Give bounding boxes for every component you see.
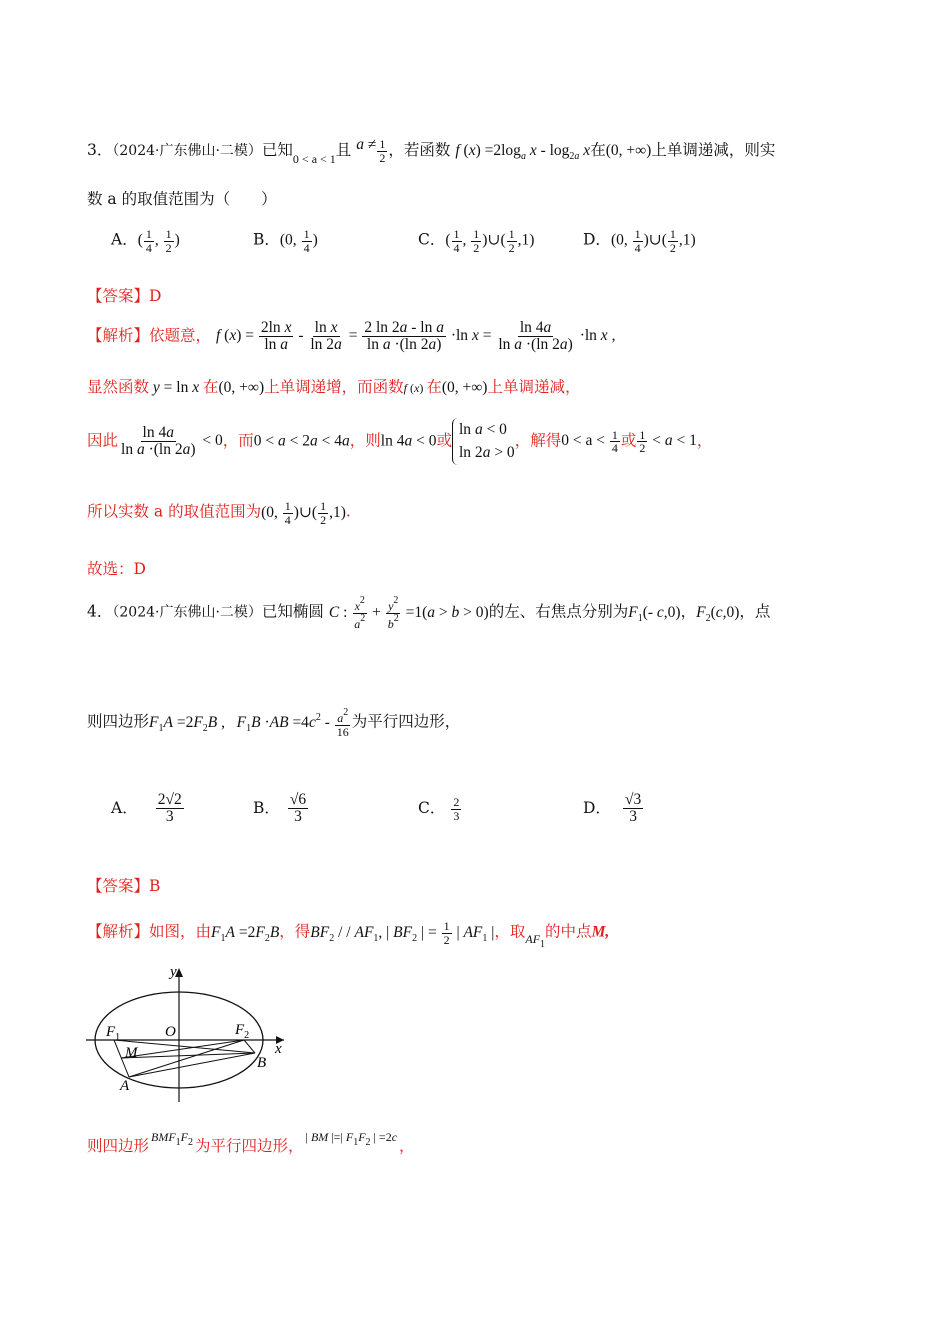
analysis-text: 依题意， xyxy=(149,326,212,345)
analysis-text: 因此 xyxy=(87,431,119,450)
math-expr: (0, $\frac{1}{4}$ )∪( $\frac{1}{2}$ ,1) xyxy=(261,499,346,527)
option-label: B． xyxy=(253,798,280,817)
analysis-text: ，而 xyxy=(222,431,254,450)
q4-option-a[interactable]: A． $\frac{2√2}{3}$ xyxy=(111,791,182,826)
answer-value: B xyxy=(149,877,161,895)
analysis-text: 或 xyxy=(436,431,452,450)
q4-answer xyxy=(87,877,160,896)
q3-line1 xyxy=(87,136,775,166)
q3-text: 已知 xyxy=(261,141,293,159)
analysis-text: 所以实数 a 的取值范围为 xyxy=(87,502,262,521)
q4-ellipse-eq: C : $\frac{x^2}{a^2}$ + $\frac{y^2}{b^2}$ =1(a > b > 0) xyxy=(328,595,489,631)
analysis-text: ， xyxy=(399,1137,415,1155)
math-expr: f (x) xyxy=(403,381,427,395)
analysis-text: ，取 xyxy=(494,922,526,941)
analysis-text: 上单调递减， xyxy=(487,378,581,396)
origin-label: O xyxy=(165,1024,176,1040)
q4-text: 为平行四边形， xyxy=(351,712,461,731)
q3-conclusion: 故选：D xyxy=(87,560,146,578)
option-label: C． xyxy=(418,230,446,249)
math-expr: AF1 xyxy=(525,931,546,950)
option-label: D． xyxy=(583,230,611,249)
q4-option-b[interactable]: B． $\frac{√6}{3}$ xyxy=(253,791,307,826)
analysis-text: ，得 xyxy=(279,922,311,941)
analysis-text: ，解得 xyxy=(514,431,562,450)
answer-label: 【答案】 xyxy=(87,877,150,895)
analysis-label: 【解析】 xyxy=(87,326,150,345)
q4-source: （2024·广东佛山·二模） xyxy=(112,604,262,621)
math-expr: BMF1F2 xyxy=(151,1130,194,1148)
analysis-point: M, xyxy=(591,923,610,941)
q3-analysis-line1 xyxy=(87,320,615,354)
math-expr: (0, +∞) xyxy=(218,379,265,396)
q3-answer xyxy=(87,287,161,306)
analysis-text: 在 xyxy=(202,378,219,396)
answer-value: D xyxy=(149,287,162,305)
analysis-text: . xyxy=(345,502,351,521)
q3-cond1: 0 < a < 1 xyxy=(292,152,336,166)
q3-text: 在 xyxy=(590,141,606,159)
analysis-text: 为平行四边形， xyxy=(195,1137,304,1155)
q4-line2 xyxy=(87,708,460,738)
q3-frac-half: $\frac{1}{2}$ xyxy=(379,136,386,165)
q4-text: ， xyxy=(680,602,697,621)
q3-interval: (0, +∞) xyxy=(605,142,652,159)
analysis-text: 的中点 xyxy=(545,922,592,941)
ellipse-figure xyxy=(84,960,304,1110)
math-expr: y = ln x xyxy=(152,379,200,396)
math-expr: $F_1A =2F_2B$ xyxy=(211,923,280,944)
analysis-text: 上单调递增，而函数 xyxy=(264,378,404,396)
q3-text: 上单调递减，则实 xyxy=(651,141,776,159)
analysis-text: ，则 xyxy=(349,431,381,450)
math-expr: | BM |=| F1F2 | =2c xyxy=(305,1130,398,1148)
math-expr: (0, +∞) xyxy=(441,379,488,396)
q4-number: 4． xyxy=(87,602,113,621)
q3-source: （2024·广东佛山·二模） xyxy=(112,143,262,159)
answer-label: 【答案】 xyxy=(87,287,150,305)
math-system: ln a < 0 ln 2a > 0 xyxy=(452,418,515,465)
analysis-label: 【解析】 xyxy=(87,922,150,941)
analysis-text: ， xyxy=(696,431,713,450)
q3-analysis-line3 xyxy=(87,418,712,465)
q3-line2: 数 a 的取值范围为（ ） xyxy=(87,190,277,208)
q3-derivation: f (x) = $\frac{\text{2ln x}}{\text{ln a}}$ - $\frac{\text{ln x}}{\ln 2a}$ = $\frac{\text{2 ln 2a - ln a}}{\text{ln a ·(ln 2a)}}$ ·ln x = $\frac{\ln 4a}{\text{ln a ·(ln 2a)}}$ ·ln x , xyxy=(215,319,616,354)
math-expr: $\frac{\ln 4a}{\text{ln a ·(ln 2a)}}$ < 0 xyxy=(121,423,223,459)
math-expr: $BF_2$ / / $AF_1$, | $BF_2$ | = $\frac{1}{2}$ | $AF_1$ | xyxy=(310,919,495,947)
b-label: B xyxy=(257,1055,267,1071)
math-expr: $\frac{1}{2}$ < a < 1 xyxy=(639,427,697,456)
option-label: A． xyxy=(111,798,138,817)
option-label: A． xyxy=(111,230,138,249)
q3-function: f $(x) =2\log_a$ x - $\log_{2a} x$ xyxy=(455,142,591,162)
analysis-text: 或 xyxy=(620,431,637,450)
q4-analysis-line2 xyxy=(87,1130,415,1156)
q4-analysis-line1 xyxy=(87,920,609,951)
analysis-text: 如图，由 xyxy=(149,922,212,941)
q4-text: 则四边形 xyxy=(87,712,150,731)
option-label: B． xyxy=(253,230,280,249)
q3-option-a[interactable]: A．( $\frac{1}{4}$ , $\frac{1}{2}$ ) xyxy=(111,227,180,255)
y-label: y xyxy=(170,964,177,980)
option-label: C． xyxy=(418,799,446,818)
q4-f1: $F_1(-$ c,0) xyxy=(628,603,681,624)
q4-option-d[interactable]: D． $\frac{√3}{3}$ xyxy=(583,791,642,826)
x-label: x xyxy=(275,1041,282,1057)
q3-text: 且 xyxy=(335,141,352,159)
analysis-text: 在 xyxy=(426,378,442,396)
q4-text: ，点 xyxy=(739,602,771,621)
q4-f2: $F_2(c,0)$ xyxy=(696,603,740,624)
option-label: D． xyxy=(583,798,611,817)
f1-label: $F_1$ xyxy=(106,1024,121,1043)
q4-text: 已知椭圆 xyxy=(261,602,324,621)
q3-analysis-line2 xyxy=(87,378,580,398)
a-label: A xyxy=(120,1078,130,1094)
math-expr: $F_1A =2F_2B$ , $F_1B \cdot AB =4c^2$ - $\frac{a^2}{16}$ xyxy=(149,707,349,739)
q3-text: ，若函数 xyxy=(388,141,451,159)
q4-line1 xyxy=(87,596,770,630)
q3-option-d[interactable]: D．(0, $\frac{1}{4}$ )∪( $\frac{1}{2}$ ,1) xyxy=(583,227,696,255)
q4-text: 的左、右焦点分别为 xyxy=(488,602,629,621)
analysis-text: 显然函数 xyxy=(87,378,150,396)
q3-option-c[interactable]: C．( $\frac{1}{4}$ , $\frac{1}{2}$ )∪( $\frac{1}{2}$ ,1) xyxy=(418,227,535,255)
q4-option-c[interactable]: C． $\frac{2}{3}$ xyxy=(418,795,460,823)
math-expr: 0 < a < 2a < 4a xyxy=(253,432,350,450)
math-expr: ln 4a < 0 xyxy=(380,432,437,450)
q3-cond2: a ≠ xyxy=(356,136,377,153)
math-expr: 0 < a < $\frac{1}{4}$ xyxy=(561,427,618,456)
q3-number: 3． xyxy=(87,141,113,159)
q3-option-b[interactable]: B．(0, $\frac{1}{4}$ ) xyxy=(253,227,318,255)
m-label: M xyxy=(125,1045,138,1061)
analysis-text: 则四边形 xyxy=(87,1137,150,1155)
f2-label: $F_2$ xyxy=(235,1022,250,1041)
q3-analysis-line4 xyxy=(87,500,351,526)
seg-f2b xyxy=(244,1040,255,1053)
